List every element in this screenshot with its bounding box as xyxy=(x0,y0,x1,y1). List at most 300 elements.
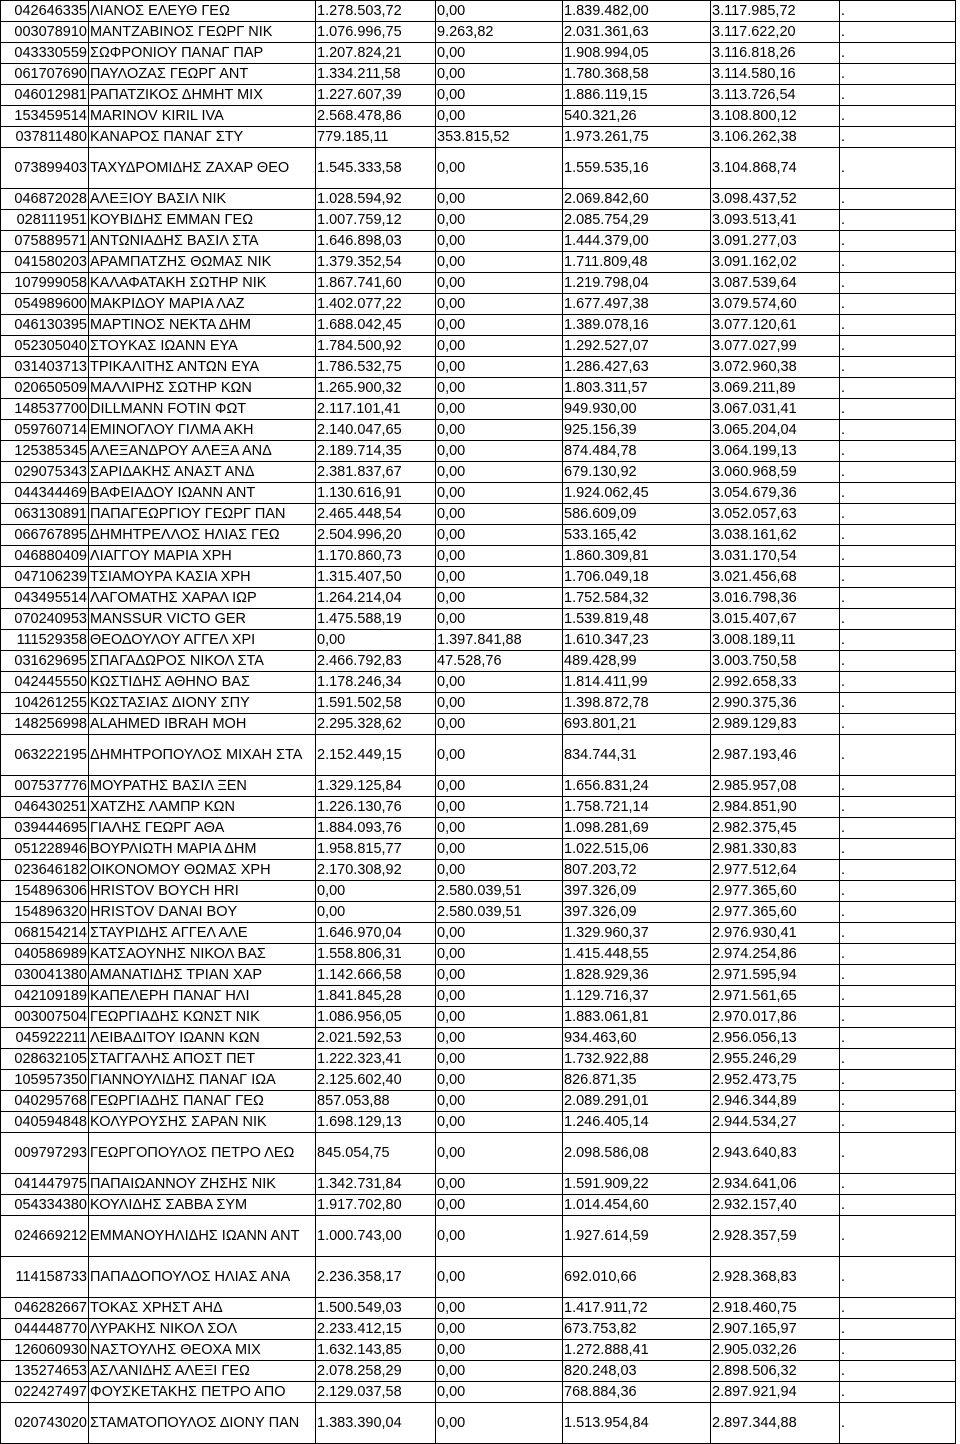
amount-c-cell: 489.428,99 xyxy=(563,651,711,672)
total-cell: 3.069.211,89 xyxy=(711,378,840,399)
tax-id-cell: 125385345 xyxy=(1,441,89,462)
name-cell: HRISTOV DANAI BOY xyxy=(89,902,316,923)
name-cell: ΑΝΤΩΝΙΑΔΗΣ ΒΑΣΙΛ ΣΤΑ xyxy=(89,231,316,252)
table-row xyxy=(1,210,956,231)
amount-b-cell: 0,00 xyxy=(436,546,563,567)
amount-b-cell: 0,00 xyxy=(436,839,563,860)
name-cell: ΤΟΚΑΣ ΧΡΗΣΤ ΑΗΔ xyxy=(89,1298,316,1319)
amount-b-cell: 0,00 xyxy=(436,43,563,64)
table-row xyxy=(1,1174,956,1195)
amount-a-cell: 857.053,88 xyxy=(316,1091,436,1112)
amount-b-cell: 0,00 xyxy=(436,378,563,399)
total-cell: 2.971.595,94 xyxy=(711,965,840,986)
amount-a-cell: 1.000.743,00 xyxy=(316,1216,436,1257)
amount-b-cell: 0,00 xyxy=(436,1174,563,1195)
table-row xyxy=(1,525,956,546)
name-cell: MANSSUR VICTO GER xyxy=(89,609,316,630)
name-cell: HRISTOV BOYCH HRI xyxy=(89,881,316,902)
marker-cell: . xyxy=(840,693,956,714)
total-cell: 3.067.031,41 xyxy=(711,399,840,420)
amount-a-cell: 1.591.502,58 xyxy=(316,693,436,714)
amount-b-cell: 0,00 xyxy=(436,1361,563,1382)
total-cell: 3.079.574,60 xyxy=(711,294,840,315)
tax-id-cell: 044448770 xyxy=(1,1319,89,1340)
amount-c-cell: 397.326,09 xyxy=(563,902,711,923)
amount-c-cell: 1.886.119,15 xyxy=(563,85,711,106)
table-row xyxy=(1,1112,956,1133)
amount-c-cell: 1.398.872,78 xyxy=(563,693,711,714)
marker-cell: . xyxy=(840,43,956,64)
marker-cell: . xyxy=(840,714,956,735)
amount-b-cell: 353.815,52 xyxy=(436,127,563,148)
amount-c-cell: 1.706.049,18 xyxy=(563,567,711,588)
amount-c-cell: 826.871,35 xyxy=(563,1070,711,1091)
total-cell: 3.077.027,99 xyxy=(711,336,840,357)
amount-c-cell: 1.732.922,88 xyxy=(563,1049,711,1070)
table-row xyxy=(1,1257,956,1298)
total-cell: 3.016.798,36 xyxy=(711,588,840,609)
name-cell: ΑΜΑΝΑΤΙΔΗΣ ΤΡΙΑΝ ΧΑΡ xyxy=(89,965,316,986)
amount-b-cell: 0,00 xyxy=(436,64,563,85)
total-cell: 3.015.407,67 xyxy=(711,609,840,630)
amount-c-cell: 1.272.888,41 xyxy=(563,1340,711,1361)
amount-c-cell: 1.559.535,16 xyxy=(563,148,711,189)
amount-a-cell: 1.334.211,58 xyxy=(316,64,436,85)
amount-a-cell: 1.226.130,76 xyxy=(316,797,436,818)
table-row xyxy=(1,818,956,839)
amount-c-cell: 834.744,31 xyxy=(563,735,711,776)
amount-c-cell: 2.098.586,08 xyxy=(563,1133,711,1174)
table-row xyxy=(1,127,956,148)
amount-a-cell: 1.958.815,77 xyxy=(316,839,436,860)
tax-id-cell: 041580203 xyxy=(1,252,89,273)
total-cell: 3.060.968,59 xyxy=(711,462,840,483)
marker-cell: . xyxy=(840,252,956,273)
table-row xyxy=(1,315,956,336)
total-cell: 2.989.129,83 xyxy=(711,714,840,735)
name-cell: ΚΑΤΣΑΟΥΝΗΣ ΝΙΚΟΛ ΒΑΣ xyxy=(89,944,316,965)
amount-a-cell: 1.342.731,84 xyxy=(316,1174,436,1195)
table-row xyxy=(1,735,956,776)
tax-id-cell: 039444695 xyxy=(1,818,89,839)
marker-cell: . xyxy=(840,881,956,902)
total-cell: 3.104.868,74 xyxy=(711,148,840,189)
amount-c-cell: 1.219.798,04 xyxy=(563,273,711,294)
tax-id-cell: 066767895 xyxy=(1,525,89,546)
tax-id-cell: 041447975 xyxy=(1,1174,89,1195)
amount-c-cell: 397.326,09 xyxy=(563,881,711,902)
amount-c-cell: 2.031.361,63 xyxy=(563,22,711,43)
total-cell: 2.977.365,60 xyxy=(711,902,840,923)
amount-c-cell: 2.085.754,29 xyxy=(563,210,711,231)
table-row xyxy=(1,1195,956,1216)
amount-b-cell: 0,00 xyxy=(436,693,563,714)
amount-b-cell: 0,00 xyxy=(436,106,563,127)
amount-c-cell: 1.539.819,48 xyxy=(563,609,711,630)
marker-cell: . xyxy=(840,1361,956,1382)
total-cell: 2.952.473,75 xyxy=(711,1070,840,1091)
name-cell: ΚΑΠΕΛΕΡΗ ΠΑΝΑΓ ΗΛΙ xyxy=(89,986,316,1007)
tax-id-cell: 068154214 xyxy=(1,923,89,944)
amount-b-cell: 0,00 xyxy=(436,483,563,504)
name-cell: ΜΑΝΤΖΑΒΙΝΟΣ ΓΕΩΡΓ ΝΙΚ xyxy=(89,22,316,43)
marker-cell: . xyxy=(840,818,956,839)
amount-b-cell: 0,00 xyxy=(436,1070,563,1091)
amount-a-cell: 2.466.792,83 xyxy=(316,651,436,672)
amount-c-cell: 1.924.062,45 xyxy=(563,483,711,504)
total-cell: 3.065.204,04 xyxy=(711,420,840,441)
tax-id-cell: 043330559 xyxy=(1,43,89,64)
amount-a-cell: 1.688.042,45 xyxy=(316,315,436,336)
tax-id-cell: 126060930 xyxy=(1,1340,89,1361)
marker-cell: . xyxy=(840,944,956,965)
amount-a-cell: 2.140.047,65 xyxy=(316,420,436,441)
tax-id-cell: 046430251 xyxy=(1,797,89,818)
amount-b-cell: 0,00 xyxy=(436,85,563,106)
total-cell: 3.008.189,11 xyxy=(711,630,840,651)
marker-cell: . xyxy=(840,1112,956,1133)
marker-cell: . xyxy=(840,106,956,127)
tax-id-cell: 154896320 xyxy=(1,902,89,923)
marker-cell: . xyxy=(840,294,956,315)
table-row xyxy=(1,1361,956,1382)
amount-c-cell: 679.130,92 xyxy=(563,462,711,483)
amount-a-cell: 779.185,11 xyxy=(316,127,436,148)
total-cell: 2.982.375,45 xyxy=(711,818,840,839)
table-row xyxy=(1,776,956,797)
table-row xyxy=(1,881,956,902)
marker-cell: . xyxy=(840,630,956,651)
amount-c-cell: 1.444.379,00 xyxy=(563,231,711,252)
name-cell: ΑΛΕΞΑΝΔΡΟΥ ΑΛΕΞΑ ΑΝΔ xyxy=(89,441,316,462)
marker-cell: . xyxy=(840,651,956,672)
tax-id-cell: 105957350 xyxy=(1,1070,89,1091)
marker-cell: . xyxy=(840,231,956,252)
amount-b-cell: 0,00 xyxy=(436,189,563,210)
table-row xyxy=(1,860,956,881)
total-cell: 2.987.193,46 xyxy=(711,735,840,776)
name-cell: ΣΤΑΓΓΑΛΗΣ ΑΠΟΣΤ ΠΕΤ xyxy=(89,1049,316,1070)
amount-a-cell: 1.632.143,85 xyxy=(316,1340,436,1361)
marker-cell: . xyxy=(840,315,956,336)
name-cell: ΓΙΑΛΗΣ ΓΕΩΡΓ ΑΘΑ xyxy=(89,818,316,839)
amount-a-cell: 1.207.824,21 xyxy=(316,43,436,64)
name-cell: ALAHMED IBRAH MOH xyxy=(89,714,316,735)
total-cell: 2.905.032,26 xyxy=(711,1340,840,1361)
amount-a-cell: 1.383.390,04 xyxy=(316,1403,436,1444)
amount-a-cell: 1.698.129,13 xyxy=(316,1112,436,1133)
amount-c-cell: 1.014.454,60 xyxy=(563,1195,711,1216)
name-cell: ΒΑΦΕΙΑΔΟΥ ΙΩΑΝΝ ΑΝΤ xyxy=(89,483,316,504)
total-cell: 3.052.057,63 xyxy=(711,504,840,525)
total-cell: 2.928.357,59 xyxy=(711,1216,840,1257)
tax-id-cell: 030041380 xyxy=(1,965,89,986)
marker-cell: . xyxy=(840,399,956,420)
amount-b-cell: 0,00 xyxy=(436,1382,563,1403)
total-cell: 3.113.726,54 xyxy=(711,85,840,106)
tax-id-cell: 107999058 xyxy=(1,273,89,294)
table-row xyxy=(1,609,956,630)
total-cell: 2.928.368,83 xyxy=(711,1257,840,1298)
name-cell: ΒΟΥΡΛΙΩΤΗ ΜΑΡΙΑ ΔΗΜ xyxy=(89,839,316,860)
name-cell: ΠΑΠΑΓΕΩΡΓΙΟΥ ΓΕΩΡΓ ΠΑΝ xyxy=(89,504,316,525)
amount-b-cell: 0,00 xyxy=(436,1195,563,1216)
amount-c-cell: 1.329.960,37 xyxy=(563,923,711,944)
total-cell: 3.087.539,64 xyxy=(711,273,840,294)
amount-a-cell: 1.884.093,76 xyxy=(316,818,436,839)
total-cell: 3.021.456,68 xyxy=(711,567,840,588)
tax-id-cell: 024669212 xyxy=(1,1216,89,1257)
table-row xyxy=(1,64,956,85)
tax-id-cell: 054334380 xyxy=(1,1195,89,1216)
marker-cell: . xyxy=(840,546,956,567)
total-cell: 3.117.985,72 xyxy=(711,1,840,22)
marker-cell: . xyxy=(840,85,956,106)
marker-cell: . xyxy=(840,735,956,776)
marker-cell: . xyxy=(840,462,956,483)
total-cell: 2.918.460,75 xyxy=(711,1298,840,1319)
amount-c-cell: 1.098.281,69 xyxy=(563,818,711,839)
amount-c-cell: 1.780.368,58 xyxy=(563,64,711,85)
amount-b-cell: 2.580.039,51 xyxy=(436,902,563,923)
marker-cell: . xyxy=(840,1340,956,1361)
name-cell: ΠΑΥΛΟΖΑΣ ΓΕΩΡΓ ΑΝΤ xyxy=(89,64,316,85)
total-cell: 2.897.344,88 xyxy=(711,1403,840,1444)
amount-a-cell: 1.784.500,92 xyxy=(316,336,436,357)
name-cell: ΔΗΜΗΤΡΟΠΟΥΛΟΣ ΜΙΧΑΗ ΣΤΑ xyxy=(89,735,316,776)
marker-cell: . xyxy=(840,839,956,860)
name-cell: DILLMANN FOTIN ΦΩΤ xyxy=(89,399,316,420)
marker-cell: . xyxy=(840,776,956,797)
amount-a-cell: 2.125.602,40 xyxy=(316,1070,436,1091)
amount-c-cell: 1.860.309,81 xyxy=(563,546,711,567)
amount-c-cell: 934.463,60 xyxy=(563,1028,711,1049)
amount-b-cell: 2.580.039,51 xyxy=(436,881,563,902)
amount-a-cell: 2.233.412,15 xyxy=(316,1319,436,1340)
amount-b-cell: 0,00 xyxy=(436,1028,563,1049)
amount-c-cell: 1.839.482,00 xyxy=(563,1,711,22)
total-cell: 2.971.561,65 xyxy=(711,986,840,1007)
name-cell: ΜΟΥΡΑΤΗΣ ΒΑΣΙΛ ΞΕΝ xyxy=(89,776,316,797)
amount-b-cell: 0,00 xyxy=(436,923,563,944)
amount-c-cell: 692.010,66 xyxy=(563,1257,711,1298)
amount-a-cell: 2.236.358,17 xyxy=(316,1257,436,1298)
amount-c-cell: 1.973.261,75 xyxy=(563,127,711,148)
amount-c-cell: 1.814.411,99 xyxy=(563,672,711,693)
amount-b-cell: 0,00 xyxy=(436,776,563,797)
name-cell: ΟΙΚΟΝΟΜΟΥ ΘΩΜΑΣ ΧΡΗ xyxy=(89,860,316,881)
amount-b-cell: 47.528,76 xyxy=(436,651,563,672)
table-row xyxy=(1,252,956,273)
amount-b-cell: 0,00 xyxy=(436,1007,563,1028)
amount-b-cell: 0,00 xyxy=(436,609,563,630)
amount-a-cell: 1.500.549,03 xyxy=(316,1298,436,1319)
name-cell: MARINOV KIRIL IVA xyxy=(89,106,316,127)
amount-c-cell: 1.908.994,05 xyxy=(563,43,711,64)
amount-c-cell: 1.415.448,55 xyxy=(563,944,711,965)
amount-b-cell: 0,00 xyxy=(436,1319,563,1340)
tax-id-cell: 046130395 xyxy=(1,315,89,336)
tax-id-cell: 153459514 xyxy=(1,106,89,127)
name-cell: ΣΩΦΡΟΝΙΟΥ ΠΑΝΑΓ ΠΑΡ xyxy=(89,43,316,64)
name-cell: ΠΑΠΑΔΟΠΟΥΛΟΣ ΗΛΙΑΣ ΑΝΑ xyxy=(89,1257,316,1298)
amount-a-cell: 845.054,75 xyxy=(316,1133,436,1174)
amount-b-cell: 0,00 xyxy=(436,441,563,462)
amount-c-cell: 1.803.311,57 xyxy=(563,378,711,399)
total-cell: 3.093.513,41 xyxy=(711,210,840,231)
table-row xyxy=(1,1319,956,1340)
total-cell: 3.038.161,62 xyxy=(711,525,840,546)
name-cell: ΜΑΡΤΙΝΟΣ ΝΕΚΤΑ ΔΗΜ xyxy=(89,315,316,336)
amount-c-cell: 1.513.954,84 xyxy=(563,1403,711,1444)
tax-id-cell: 114158733 xyxy=(1,1257,89,1298)
amount-a-cell: 2.152.449,15 xyxy=(316,735,436,776)
name-cell: ΘΕΟΔΟΥΛΟΥ ΑΓΓΕΛ ΧΡΙ xyxy=(89,630,316,651)
amount-c-cell: 2.089.291,01 xyxy=(563,1091,711,1112)
amount-b-cell: 0,00 xyxy=(436,735,563,776)
marker-cell: . xyxy=(840,1319,956,1340)
name-cell: ΛΥΡΑΚΗΣ ΝΙΚΟΛ ΣΟΛ xyxy=(89,1319,316,1340)
amount-a-cell: 1.379.352,54 xyxy=(316,252,436,273)
table-row xyxy=(1,462,956,483)
tax-id-cell: 047106239 xyxy=(1,567,89,588)
amount-b-cell: 0,00 xyxy=(436,357,563,378)
table-row xyxy=(1,231,956,252)
total-cell: 2.974.254,86 xyxy=(711,944,840,965)
table-row xyxy=(1,399,956,420)
total-cell: 3.106.262,38 xyxy=(711,127,840,148)
marker-cell: . xyxy=(840,420,956,441)
amount-a-cell: 1.867.741,60 xyxy=(316,273,436,294)
marker-cell: . xyxy=(840,860,956,881)
table-row xyxy=(1,1216,956,1257)
name-cell: ΛΑΓΟΜΑΤΗΣ ΧΑΡΑΛ ΙΩΡ xyxy=(89,588,316,609)
marker-cell: . xyxy=(840,1403,956,1444)
tax-id-cell: 043495514 xyxy=(1,588,89,609)
amount-b-cell: 0,00 xyxy=(436,1257,563,1298)
total-cell: 2.984.851,90 xyxy=(711,797,840,818)
amount-c-cell: 586.609,09 xyxy=(563,504,711,525)
amount-a-cell: 1.475.588,19 xyxy=(316,609,436,630)
tax-id-cell: 031403713 xyxy=(1,357,89,378)
table-row xyxy=(1,986,956,1007)
table-row xyxy=(1,693,956,714)
tax-id-cell: 063130891 xyxy=(1,504,89,525)
amount-b-cell: 0,00 xyxy=(436,1091,563,1112)
table-row xyxy=(1,923,956,944)
table-row xyxy=(1,85,956,106)
amount-c-cell: 693.801,21 xyxy=(563,714,711,735)
table-row xyxy=(1,902,956,923)
table-row xyxy=(1,189,956,210)
tax-id-cell: 037811480 xyxy=(1,127,89,148)
table-row xyxy=(1,797,956,818)
tax-id-cell: 052305040 xyxy=(1,336,89,357)
tax-id-cell: 044344469 xyxy=(1,483,89,504)
amount-c-cell: 1.828.929,36 xyxy=(563,965,711,986)
tax-id-cell: 022427497 xyxy=(1,1382,89,1403)
tax-id-cell: 061707690 xyxy=(1,64,89,85)
amount-a-cell: 2.117.101,41 xyxy=(316,399,436,420)
table-row xyxy=(1,1,956,22)
amount-c-cell: 533.165,42 xyxy=(563,525,711,546)
total-cell: 2.932.157,40 xyxy=(711,1195,840,1216)
tax-id-cell: 073899403 xyxy=(1,148,89,189)
tax-id-cell: 003078910 xyxy=(1,22,89,43)
table-row xyxy=(1,22,956,43)
amount-a-cell: 2.381.837,67 xyxy=(316,462,436,483)
table-row xyxy=(1,588,956,609)
amount-a-cell: 1.007.759,12 xyxy=(316,210,436,231)
name-cell: ΓΕΩΡΓΟΠΟΥΛΟΣ ΠΕΤΡΟ ΛΕΩ xyxy=(89,1133,316,1174)
amount-b-cell: 0,00 xyxy=(436,525,563,546)
table-row xyxy=(1,630,956,651)
total-cell: 2.944.534,27 xyxy=(711,1112,840,1133)
total-cell: 3.077.120,61 xyxy=(711,315,840,336)
amount-a-cell: 1.028.594,92 xyxy=(316,189,436,210)
tax-id-cell: 046282667 xyxy=(1,1298,89,1319)
name-cell: ΚΩΣΤΙΔΗΣ ΑΘΗΝΟ ΒΑΣ xyxy=(89,672,316,693)
name-cell: ΠΑΠΑΙΩΑΝΝΟΥ ΖΗΣΗΣ ΝΙΚ xyxy=(89,1174,316,1195)
marker-cell: . xyxy=(840,986,956,1007)
total-cell: 2.985.957,08 xyxy=(711,776,840,797)
amount-b-cell: 0,00 xyxy=(436,1,563,22)
name-cell: ΛΙΑΓΓΟΥ ΜΑΡΙΑ ΧΡΗ xyxy=(89,546,316,567)
total-cell: 3.091.277,03 xyxy=(711,231,840,252)
amount-b-cell: 0,00 xyxy=(436,1133,563,1174)
name-cell: ΦΟΥΣΚΕΤΑΚΗΣ ΠΕΤΡΟ ΑΠΟ xyxy=(89,1382,316,1403)
amount-b-cell: 0,00 xyxy=(436,797,563,818)
tax-id-cell: 135274653 xyxy=(1,1361,89,1382)
table-row xyxy=(1,714,956,735)
total-cell: 2.981.330,83 xyxy=(711,839,840,860)
name-cell: ΑΛΕΞΙΟΥ ΒΑΣΙΛ ΝΙΚ xyxy=(89,189,316,210)
marker-cell: . xyxy=(840,1028,956,1049)
amount-c-cell: 768.884,36 xyxy=(563,1382,711,1403)
marker-cell: . xyxy=(840,902,956,923)
marker-cell: . xyxy=(840,1133,956,1174)
amount-a-cell: 1.222.323,41 xyxy=(316,1049,436,1070)
amount-c-cell: 1.129.716,37 xyxy=(563,986,711,1007)
table-row xyxy=(1,965,956,986)
amount-c-cell: 1.389.078,16 xyxy=(563,315,711,336)
amount-c-cell: 1.286.427,63 xyxy=(563,357,711,378)
tax-id-cell: 046880409 xyxy=(1,546,89,567)
name-cell: ΓΕΩΡΓΙΑΔΗΣ ΠΑΝΑΓ ΓΕΩ xyxy=(89,1091,316,1112)
name-cell: ΝΑΣΤΟΥΛΗΣ ΘΕΟΧΑ ΜΙΧ xyxy=(89,1340,316,1361)
amount-b-cell: 0,00 xyxy=(436,1340,563,1361)
amount-a-cell: 1.558.806,31 xyxy=(316,944,436,965)
table-row xyxy=(1,1298,956,1319)
marker-cell: . xyxy=(840,1257,956,1298)
amount-c-cell: 1.292.527,07 xyxy=(563,336,711,357)
amount-a-cell: 1.076.996,75 xyxy=(316,22,436,43)
tax-id-cell: 029075343 xyxy=(1,462,89,483)
table-row xyxy=(1,420,956,441)
tax-id-cell: 042445550 xyxy=(1,672,89,693)
amount-b-cell: 0,00 xyxy=(436,273,563,294)
amount-b-cell: 0,00 xyxy=(436,399,563,420)
marker-cell: . xyxy=(840,1195,956,1216)
table-row xyxy=(1,1340,956,1361)
amount-b-cell: 0,00 xyxy=(436,462,563,483)
name-cell: ΕΜΜΑΝΟΥΗΛΙΔΗΣ ΙΩΑΝΝ ΑΝΤ xyxy=(89,1216,316,1257)
name-cell: ΧΑΤΖΗΣ ΛΑΜΠΡ ΚΩΝ xyxy=(89,797,316,818)
tax-id-cell: 031629695 xyxy=(1,651,89,672)
amount-c-cell: 949.930,00 xyxy=(563,399,711,420)
tax-id-cell: 040594848 xyxy=(1,1112,89,1133)
table-row xyxy=(1,944,956,965)
